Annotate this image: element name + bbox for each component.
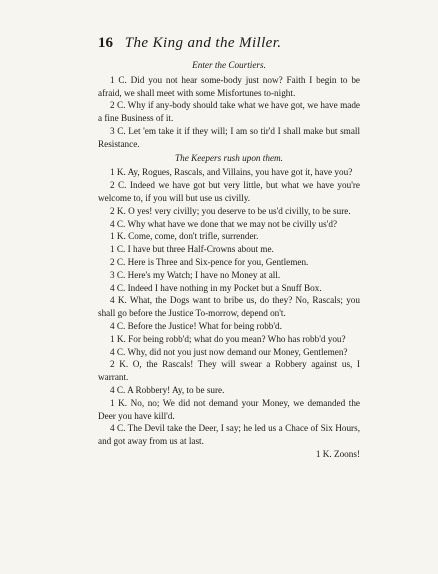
speech-text: Let 'em take it if they will; I am so tir'd I shall make but small Resistance. [98, 125, 360, 149]
speaker-label: 1 C. [110, 244, 126, 255]
speech-text: I have but three Half-Crowns about me. [125, 244, 274, 255]
dialogue-line [98, 422, 360, 448]
dialogue-line [98, 166, 360, 179]
dialogue-line [98, 205, 360, 218]
speech-text: The Devil take the Deer, I say; he led us a Chace of Six Hours, and got away from us at last. [98, 423, 360, 447]
dialogue-line [98, 125, 360, 151]
dialogue-block [98, 166, 360, 460]
speech-text: O, the Rascals! They will swear a Robbery against us, I warrant. [98, 359, 360, 383]
page-number: 16 [98, 35, 113, 51]
speech-text: A Robbery! Ay, to be sure. [125, 384, 225, 395]
speech-text: Did you not hear some-body just now? Faith I begin to be afraid, we shall meet with some Misfortunes to-night. [98, 74, 360, 98]
speaker-label: 4 C. [110, 282, 126, 293]
dialogue-line [98, 179, 360, 205]
speaker-label: 4 K. [110, 295, 127, 306]
stage-direction: Enter the Courtiers. [192, 60, 266, 70]
speaker-label: 2 K. [110, 205, 126, 216]
speaker-label: 1 K. [110, 231, 126, 242]
dialogue-line [98, 243, 360, 256]
speech-text: For being robb'd; what do you mean? Who has robb'd you? [125, 333, 346, 344]
speech-text: Why, did not you just now demand our Money, Gentlemen? [125, 346, 348, 357]
speech-text: Before the Justice! What for being robb'd. [125, 320, 282, 331]
speaker-label: 2 C. [110, 180, 127, 191]
dialogue-line [98, 320, 360, 333]
dialogue-line [98, 230, 360, 243]
dialogue-line [98, 294, 360, 320]
dialogue-line [98, 333, 360, 346]
speech-text: Here is Three and Six-pence for you, Gentlemen. [125, 256, 309, 267]
speaker-label: 1 K. [315, 448, 332, 459]
speech-text: No, no; We did not demand your Money, we demanded the Deer you have kill'd. [98, 397, 361, 421]
speech-text: Indeed I have nothing in my Pocket but a Snuff Box. [125, 282, 322, 293]
stage-direction: The Keepers rush upon them. [175, 152, 283, 163]
dialogue-line [98, 397, 360, 423]
speaker-label: 4 C. [110, 218, 126, 229]
dialogue-line [98, 346, 360, 359]
speaker-label: 2 K. [110, 359, 129, 370]
dialogue-line [98, 218, 360, 231]
dialogue-line [98, 282, 360, 295]
speech-text: What, the Dogs want to bribe us, do they? No, Rascals; you shall go before the Justice To-morrow, depend on't. [98, 295, 360, 319]
dialogue-line [98, 448, 360, 461]
speaker-label: 2 C. [110, 256, 126, 267]
speech-text: Why if any-body should take what we have got, we have made a fine Business of it. [98, 100, 360, 124]
dialogue-line [98, 358, 360, 384]
dialogue-line [98, 269, 360, 282]
dialogue-line [98, 99, 360, 125]
speaker-label: 3 C. [110, 125, 126, 136]
speech-text: Zoons! [331, 448, 360, 459]
speaker-label: 4 C. [110, 423, 126, 434]
speaker-label: 4 C. [110, 384, 126, 395]
speech-text: Here's my Watch; I have no Money at all. [125, 269, 281, 280]
speaker-label: 3 C. [110, 269, 126, 280]
speaker-label: 2 C. [110, 100, 126, 111]
speech-text: Ay, Rogues, Rascals, and Villains, you have got it, have you? [125, 167, 353, 178]
speech-text: Why what have we done that we may not be civilly us'd? [125, 218, 338, 229]
speaker-label: 1 C. [110, 74, 127, 85]
dialogue-line [98, 384, 360, 397]
speech-text: Indeed we have got but very little, but what we have you're welcome to, if you will but use us civilly. [98, 180, 360, 203]
running-title: The King and the Miller. [124, 35, 282, 51]
dialogue-line [98, 74, 360, 100]
running-header [98, 34, 348, 52]
dialogue-line [98, 256, 360, 269]
speaker-label: 1 K. [110, 397, 128, 408]
speech-text: O yes! very civilly; you deserve to be us'd civilly, to be sure. [125, 205, 351, 216]
play-text [98, 58, 360, 461]
speaker-label: 4 C. [110, 320, 126, 331]
speaker-label: 1 K. [110, 333, 126, 344]
speech-text: Come, come, don't trifle, surrender. [125, 231, 259, 242]
speaker-label: 1 K. [110, 167, 126, 178]
dialogue-block [98, 74, 360, 151]
speaker-label: 4 C. [110, 346, 126, 357]
